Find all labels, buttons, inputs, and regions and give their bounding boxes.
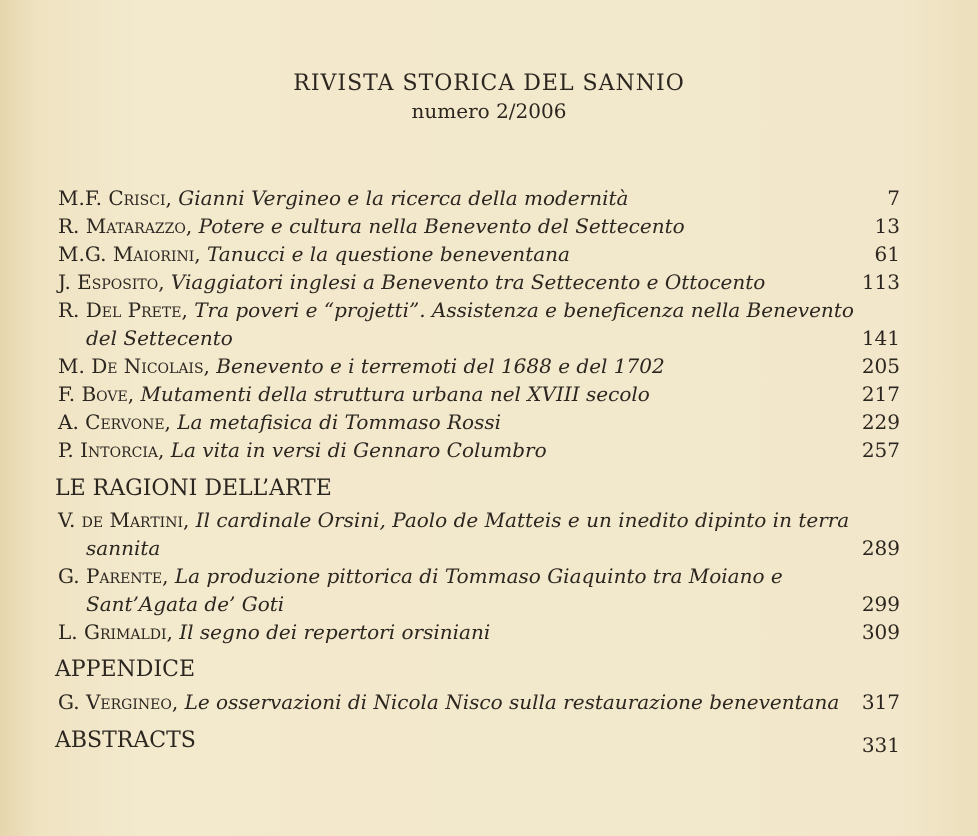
entry-title: Mutamenti della struttura urbana nel XVIII secolo xyxy=(140,382,650,406)
entry-page: 217 xyxy=(861,382,900,406)
section-heading-arte: LE RAGIONI DELL’ARTE xyxy=(55,476,332,501)
abstracts-page: 331 xyxy=(861,733,900,757)
entry-page: 229 xyxy=(861,410,900,434)
entry-author: R. Matarazzo, xyxy=(58,214,193,238)
toc-entry xyxy=(58,240,900,268)
entry-title: Tanucci e la questione beneventana xyxy=(206,242,570,266)
entry-page: 13 xyxy=(874,214,900,238)
entry-author: F. Bove, xyxy=(58,382,135,406)
abstracts-row xyxy=(55,727,900,755)
entry-title: La metafisica di Tommaso Rossi xyxy=(177,410,501,434)
toc-entry xyxy=(58,296,900,352)
entry-title: Il cardinale Orsini, Paolo de Matteis e un inedito dipinto in terra xyxy=(195,508,850,532)
entry-page: 299 xyxy=(861,592,900,616)
entry-author: M.G. Maiorini, xyxy=(58,242,201,266)
entry-title: Le osservazioni di Nicola Nisco sulla restaurazione beneventana xyxy=(184,690,840,714)
entry-title-continuation: Sant’Agata de’ Goti xyxy=(86,592,285,616)
header xyxy=(0,70,978,124)
entry-author: R. Del Prete, xyxy=(58,298,188,322)
entry-author: M.F. Crisci, xyxy=(58,186,172,210)
entry-title: La produzione pittorica di Tommaso Giaquinto tra Moiano e xyxy=(174,564,783,588)
entry-page: 205 xyxy=(861,354,900,378)
toc-entry xyxy=(58,212,900,240)
entry-title: Tra poveri e “projetti”. Assistenza e beneficenza nella Benevento xyxy=(194,298,854,322)
entry-page: 257 xyxy=(861,438,900,462)
entry-author: A. Cervone, xyxy=(58,410,171,434)
entry-page: 317 xyxy=(861,690,900,714)
toc-entry xyxy=(58,562,900,618)
entry-author: M. De Nicolais, xyxy=(58,354,210,378)
entry-title-continuation: del Settecento xyxy=(86,326,233,350)
journal-title: RIVISTA STORICA DEL SANNIO xyxy=(293,71,685,96)
entry-title: Gianni Vergineo e la ricerca della modernità xyxy=(178,186,629,210)
toc-entry xyxy=(58,184,900,212)
toc-entry xyxy=(58,380,900,408)
toc-entry xyxy=(58,688,900,716)
entry-author: P. Intorcia, xyxy=(58,438,165,462)
entry-title: Viaggiatori inglesi a Benevento tra Settecento e Ottocento xyxy=(170,270,766,294)
entry-page: 7 xyxy=(887,186,900,210)
entry-title-continuation: sannita xyxy=(86,536,161,560)
entry-author: L. Grimaldi, xyxy=(58,620,173,644)
toc-entry xyxy=(58,268,900,296)
entry-author: G. Vergineo, xyxy=(58,690,179,714)
entry-title: Benevento e i terremoti del 1688 e del 1702 xyxy=(216,354,665,378)
entry-page: 309 xyxy=(861,620,900,644)
entry-author: G. Parente, xyxy=(58,564,169,588)
toc-entry xyxy=(58,618,900,646)
entry-page: 141 xyxy=(861,326,900,350)
entry-author: J. Esposito, xyxy=(58,270,165,294)
toc-entry xyxy=(58,408,900,436)
toc-entry xyxy=(58,352,900,380)
entry-page: 61 xyxy=(874,242,900,266)
abstracts-label: ABSTRACTS xyxy=(55,728,196,753)
toc-entry xyxy=(58,506,900,562)
issue-number: numero 2/2006 xyxy=(411,99,567,123)
entry-page: 113 xyxy=(861,270,900,294)
toc-entry xyxy=(58,436,900,464)
entry-title: La vita in versi di Gennaro Columbro xyxy=(170,438,547,462)
section-heading-appendice: APPENDICE xyxy=(55,657,196,682)
entry-author: V. de Martini, xyxy=(58,508,190,532)
entry-title: Il segno dei repertori orsiniani xyxy=(179,620,491,644)
entry-title: Potere e cultura nella Benevento del Settecento xyxy=(198,214,685,238)
entry-page: 289 xyxy=(861,536,900,560)
